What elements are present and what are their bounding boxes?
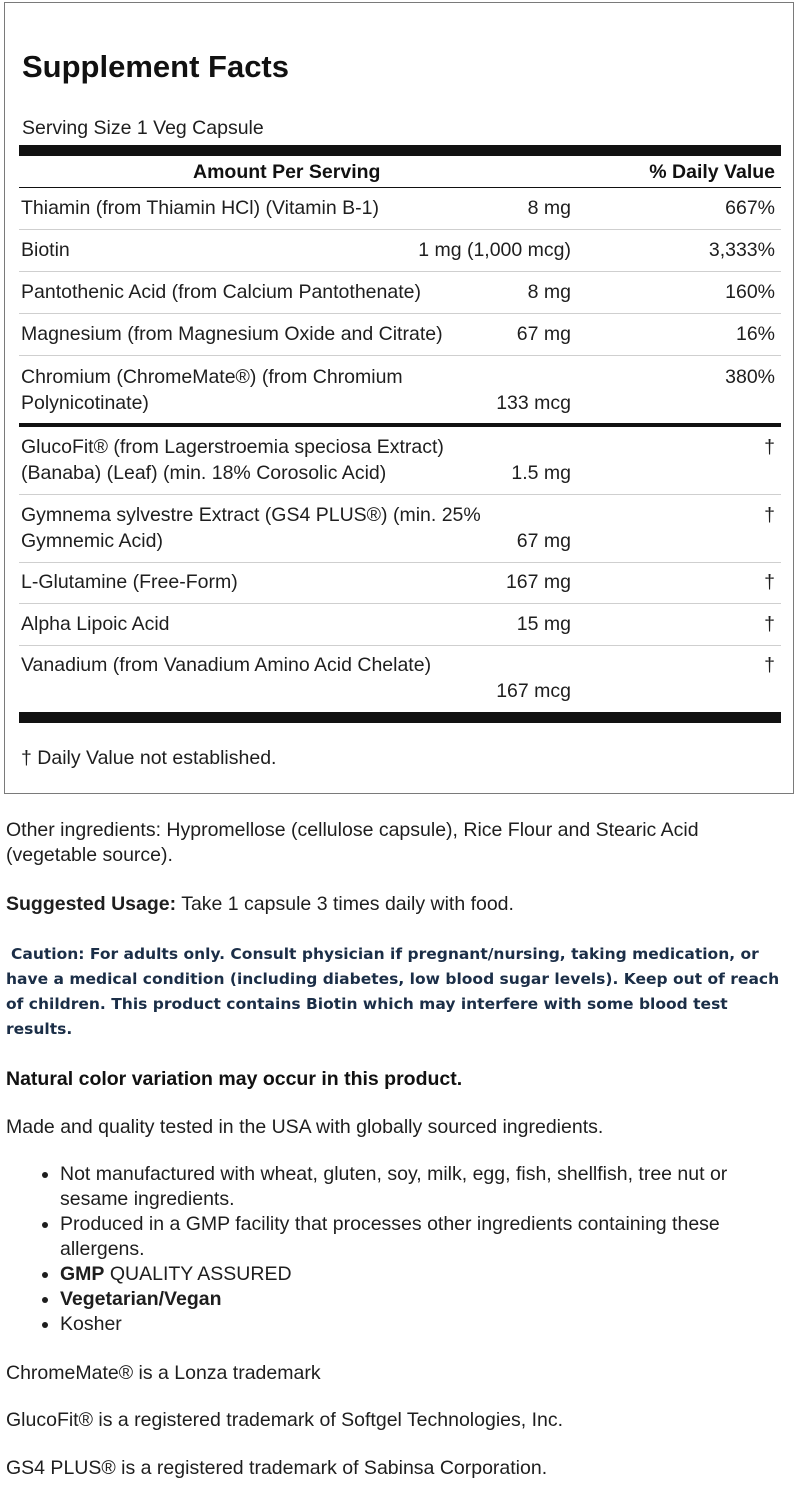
nutrient-name: Thiamin (from Thiamin HCl) (Vitamin B-1) xyxy=(21,197,379,219)
top-thick-divider xyxy=(19,145,781,156)
gmp-label: GMP xyxy=(60,1263,105,1285)
ingredient-name: Alpha Lipoic Acid xyxy=(21,613,170,635)
list-item xyxy=(60,1262,790,1287)
serving-size: Serving Size 1 Veg Capsule xyxy=(22,117,264,139)
row-divider xyxy=(19,603,781,604)
suggested-usage-label: Suggested Usage: xyxy=(6,893,177,915)
trademark-note: ChromeMate® is a Lonza trademark xyxy=(6,1362,321,1384)
nutrient-name: Pantothenic Acid (from Calcium Pantothenate) xyxy=(21,281,421,303)
nutrient-daily-value: 380% xyxy=(725,366,775,388)
ingredient-amount: 67 mg xyxy=(516,530,571,552)
nutrient-name-line-1: Chromium (ChromeMate®) (from Chromium xyxy=(21,366,403,388)
ingredient-name-line-1: Gymnema sylvestre Extract (GS4 PLUS®) (min. 25% xyxy=(21,504,481,526)
list-item: • Not manufactured with wheat, gluten, soy, milk, egg, fish, shellfish, tree nut or sesame ingredients. xyxy=(60,1162,790,1212)
trademark-note: GlucoFit® is a registered trademark of Softgel Technologies, Inc. xyxy=(6,1409,564,1431)
daily-value-footnote: † Daily Value not established. xyxy=(21,747,277,769)
ingredient-daily-value: † xyxy=(764,613,775,635)
bottom-thick-divider xyxy=(19,712,781,723)
section-divider xyxy=(19,423,781,427)
ingredient-amount: 167 mg xyxy=(505,571,571,593)
nutrient-daily-value: 667% xyxy=(725,197,775,219)
nutrient-amount: 1 mg (1,000 mcg) xyxy=(418,239,571,261)
product-attributes-list xyxy=(6,1162,790,1337)
ingredient-name-line-2: Gymnemic Acid) xyxy=(21,530,163,552)
nutrient-amount: 67 mg xyxy=(516,323,571,345)
nutrient-amount: 8 mg xyxy=(527,281,571,303)
row-divider xyxy=(19,355,781,356)
header-divider xyxy=(19,187,781,188)
made-in-usa-note: Made and quality tested in the USA with globally sourced ingredients. xyxy=(6,1116,604,1138)
nutrient-daily-value: 3,333% xyxy=(708,239,775,261)
list-item: • Vegetarian/Vegan xyxy=(60,1287,790,1312)
ingredient-amount: 15 mg xyxy=(516,613,571,635)
amount-per-serving-header: Amount Per Serving xyxy=(193,161,381,183)
row-divider xyxy=(19,562,781,563)
nutrient-name-line-2: Polynicotinate) xyxy=(21,392,149,414)
ingredient-name-line-1: GlucoFit® (from Lagerstroemia speciosa Extract) xyxy=(21,436,444,458)
suggested-usage-text: Take 1 capsule 3 times daily with food. xyxy=(176,893,514,915)
nutrient-daily-value: 16% xyxy=(735,323,775,345)
caution-text xyxy=(6,942,796,1042)
caution-statement: Caution: For adults only. Consult physician if pregnant/nursing, taking medication, or have a medical condition (including diabetes, low blood sugar levels). Keep out of reach of children. This product contains Biotin which may interfere with some blood test results. xyxy=(6,945,780,1038)
ingredient-daily-value: † xyxy=(764,654,775,676)
supplement-facts-panel xyxy=(4,2,794,794)
list-item: • Kosher xyxy=(60,1312,790,1337)
ingredient-daily-value: † xyxy=(764,504,775,526)
other-ingredients: Other ingredients: Hypromellose (cellulose capsule), Rice Flour and Stearic Acid (vegetable source). xyxy=(6,819,699,866)
color-variation-note: Natural color variation may occur in this product. xyxy=(6,1068,463,1090)
panel-title: Supplement Facts xyxy=(22,49,289,84)
row-divider xyxy=(19,229,781,230)
ingredient-daily-value: † xyxy=(764,436,775,458)
list-item: • Produced in a GMP facility that processes other ingredients containing these allergens. xyxy=(60,1212,790,1262)
row-divider xyxy=(19,313,781,314)
suggested-usage xyxy=(6,892,791,917)
ingredient-name: Vanadium (from Vanadium Amino Acid Chelate) xyxy=(21,654,432,676)
gmp-rest: QUALITY ASSURED xyxy=(104,1263,292,1285)
trademark-note: GS4 PLUS® is a registered trademark of Sabinsa Corporation. xyxy=(6,1457,548,1479)
nutrient-amount: 8 mg xyxy=(527,197,571,219)
daily-value-header: % Daily Value xyxy=(649,161,775,183)
nutrient-amount: 133 mcg xyxy=(496,392,571,414)
ingredient-name-line-2: (Banaba) (Leaf) (min. 18% Corosolic Acid) xyxy=(21,462,387,484)
ingredient-name: L-Glutamine (Free-Form) xyxy=(21,571,238,593)
nutrient-daily-value: 160% xyxy=(725,281,775,303)
row-divider xyxy=(19,645,781,646)
nutrient-name: Magnesium (from Magnesium Oxide and Citrate) xyxy=(21,323,443,345)
row-divider xyxy=(19,494,781,495)
ingredient-daily-value: † xyxy=(764,571,775,593)
nutrient-name: Biotin xyxy=(21,239,70,261)
ingredient-amount: 1.5 mg xyxy=(511,462,571,484)
row-divider xyxy=(19,271,781,272)
ingredient-amount: 167 mcg xyxy=(496,680,571,702)
